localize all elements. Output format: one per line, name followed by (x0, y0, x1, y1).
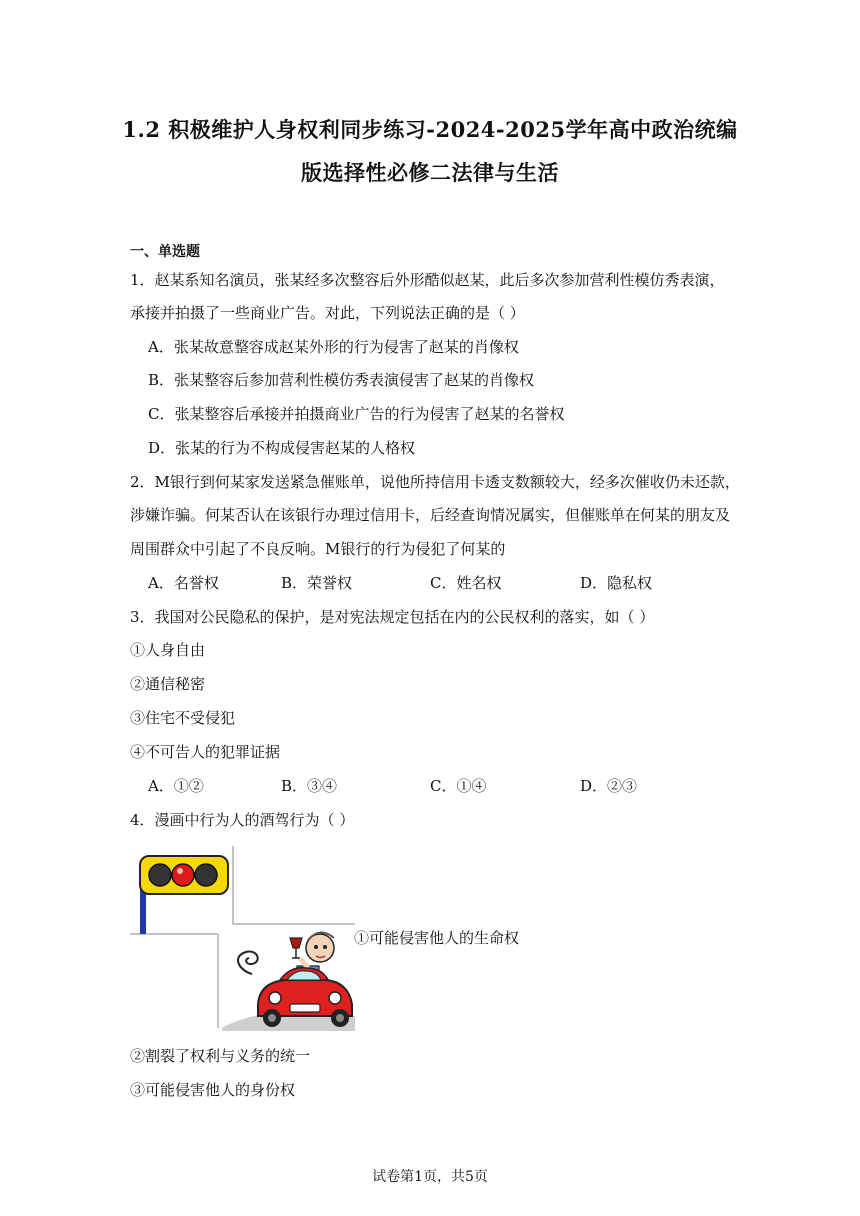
q2-option-b: B．荣誉权 (281, 574, 353, 592)
traffic-light-lamp-red (172, 864, 194, 886)
q1-stem-line2: 承接并拍摄了一些商业广告。对此，下列说法正确的是（ ） (130, 304, 525, 322)
q1-option-a: A．张某故意整容成赵某外形的行为侵害了赵某的肖像权 (148, 338, 519, 356)
q3-option-a: A．①② (148, 777, 204, 795)
q3-item-2: ②通信秘密 (130, 675, 206, 693)
swerve-swirl (238, 952, 258, 974)
q2-stem-line2: 涉嫌诈骗。何某否认在该银行办理过信用卡，后经查询情况属实，但催账单在何某的朋友及 (130, 506, 731, 524)
doc-title-line1: 1.2 积极维护人身权利同步练习-2024-2025学年高中政治统编 (122, 117, 738, 142)
q2-option-c: C．姓名权 (430, 574, 502, 592)
q4-item-3: ③可能侵害他人的身份权 (130, 1081, 296, 1099)
q4-stem-line1: 4．漫画中行为人的酒驾行为（ ） (130, 811, 355, 829)
section-heading: 一、单选题 (130, 244, 200, 260)
traffic-light-lamp-left (149, 864, 171, 886)
traffic-light-lamp-right (195, 864, 217, 886)
q3-option-b: B．③④ (281, 777, 338, 795)
q1-option-c: C．张某整容后承接并拍摄商业广告的行为侵害了赵某的名誉权 (148, 405, 565, 423)
q2-stem-line1: 2．M银行到何某家发送紧急催账单，说他所持信用卡透支数额较大，经多次催收仍未还款， (130, 473, 740, 491)
q2-stem-line3: 周围群众中引起了不良反响。M银行的行为侵犯了何某的 (130, 540, 506, 558)
q2-option-d: D．隐私权 (580, 574, 653, 592)
q3-stem-line1: 3．我国对公民隐私的保护，是对宪法规定包括在内的公民权利的落实，如（ ） (130, 608, 655, 626)
q1-option-d: D．张某的行为不构成侵害赵某的人格权 (148, 439, 416, 457)
traffic-light-pole (140, 888, 146, 934)
q1-option-b: B．张某整容后参加营利性模仿秀表演侵害了赵某的肖像权 (148, 371, 535, 389)
page-footer: 试卷第1页，共5页 (372, 1169, 488, 1185)
q4-item-1: ①可能侵害他人的生命权 (354, 929, 520, 947)
q2-option-a: A．名誉权 (148, 574, 219, 592)
q3-option-c: C．①④ (430, 777, 487, 795)
wine-glass-icon (290, 938, 302, 948)
doc-title-line2: 版选择性必修二法律与生活 (301, 160, 559, 185)
q3-item-1: ①人身自由 (130, 641, 206, 659)
q3-option-d: D．②③ (580, 777, 638, 795)
q3-item-4: ④不可告人的犯罪证据 (130, 743, 281, 761)
q3-item-3: ③住宅不受侵犯 (130, 709, 236, 727)
drunk-driving-cartoon (130, 846, 355, 1031)
q1-stem-line1: 1．赵某系知名演员，张某经多次整容后外形酷似赵某，此后多次参加营利性模仿秀表演， (130, 271, 725, 289)
q4-item-2: ②割裂了权利与义务的统一 (130, 1047, 311, 1065)
